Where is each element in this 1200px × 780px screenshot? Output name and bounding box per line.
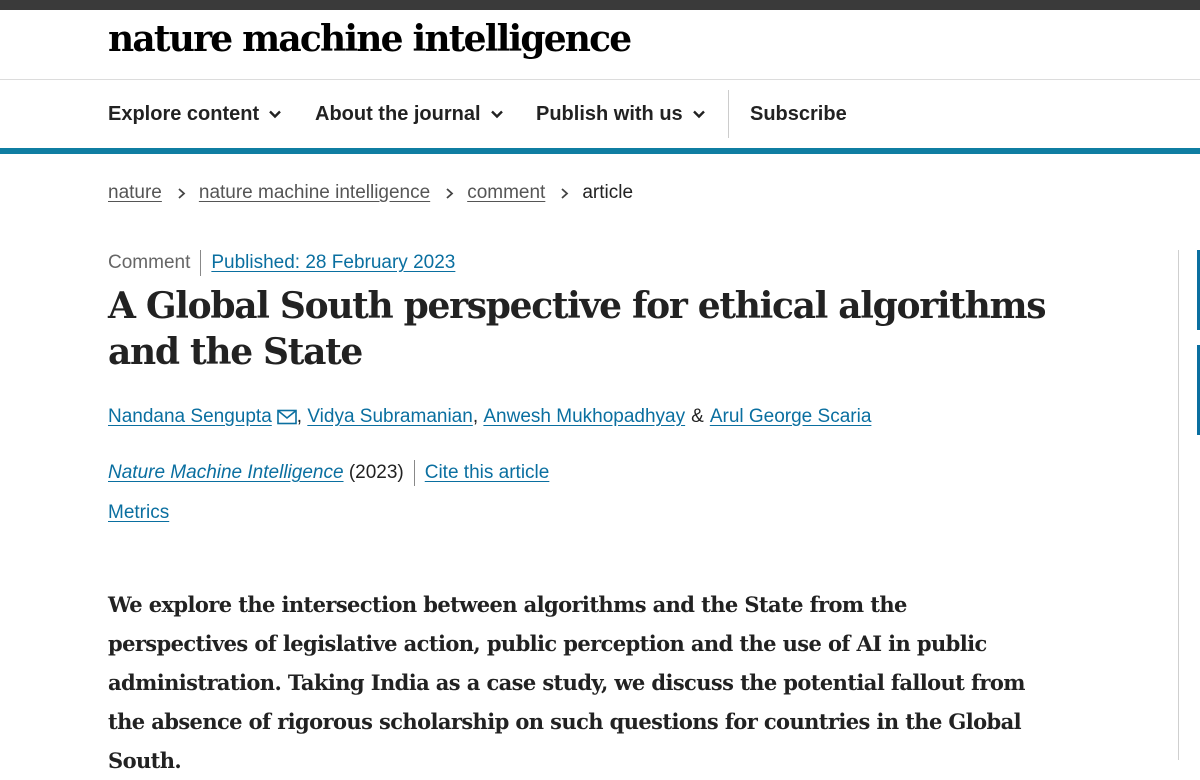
nav-subscribe[interactable] <box>750 80 847 148</box>
article-title: A Global South perspective for ethical algorithms and the State <box>108 285 1046 373</box>
cite-divider <box>414 460 415 486</box>
nav-label: Subscribe <box>750 102 847 125</box>
main-nav <box>0 80 1200 148</box>
author-link[interactable]: Nandana Sengupta <box>108 406 272 427</box>
top-bar <box>0 0 1200 10</box>
cite-this-article-link[interactable]: Cite this article <box>424 462 550 483</box>
article-abstract: We explore the intersection between algorithms and the State from the perspectives of legislative action, public perception and the use of AI in public administration. Taking India as a case study, we discuss the potential fallout from the absence of rigorous scholarship on such questions for countries in the Global South. <box>108 592 1025 773</box>
journal-link[interactable]: Nature Machine Intelligence <box>108 462 344 483</box>
citation-line <box>108 458 549 488</box>
site-header <box>0 10 1200 80</box>
nav-accent-rule <box>0 148 1200 154</box>
breadcrumb-link-journal[interactable]: nature machine intelligence <box>198 182 431 203</box>
author-list <box>108 402 871 432</box>
author-link[interactable]: Arul George Scaria <box>709 406 872 427</box>
mail-icon[interactable] <box>277 409 297 425</box>
author-link[interactable]: Anwesh Mukhopadhyay <box>483 406 686 427</box>
nav-about-the-journal[interactable] <box>315 80 504 148</box>
journal-logo[interactable]: nature machine intelligence <box>108 18 631 60</box>
chevron-right-icon <box>559 188 570 199</box>
breadcrumb-link-nature[interactable]: nature <box>108 182 162 203</box>
breadcrumb-link-comment[interactable]: comment <box>467 182 546 203</box>
nav-publish-with-us[interactable] <box>536 80 706 148</box>
metrics-link[interactable]: Metrics <box>108 502 170 523</box>
nav-label: About the journal <box>315 102 481 125</box>
meta-divider <box>200 250 201 276</box>
author-link[interactable]: Vidya Subramanian <box>307 406 473 427</box>
article-type: Comment <box>108 252 191 273</box>
author-separator: , <box>472 406 479 427</box>
chevron-down-icon <box>692 107 706 121</box>
nav-explore-content[interactable] <box>108 80 282 148</box>
chevron-down-icon <box>490 107 504 121</box>
article-meta <box>108 248 455 278</box>
breadcrumb <box>108 178 633 208</box>
nav-label: Publish with us <box>536 102 683 125</box>
author-separator: , <box>296 406 303 427</box>
published-date[interactable]: Published: 28 February 2023 <box>211 252 456 273</box>
nav-label: Explore content <box>108 102 260 125</box>
metrics-row <box>108 498 169 528</box>
chevron-right-icon <box>176 188 187 199</box>
chevron-right-icon <box>444 188 455 199</box>
chevron-down-icon <box>268 107 282 121</box>
publication-year: (2023) <box>348 462 404 483</box>
nav-divider <box>728 90 729 138</box>
breadcrumb-current: article <box>582 182 634 203</box>
author-ampersand: & <box>691 406 704 427</box>
